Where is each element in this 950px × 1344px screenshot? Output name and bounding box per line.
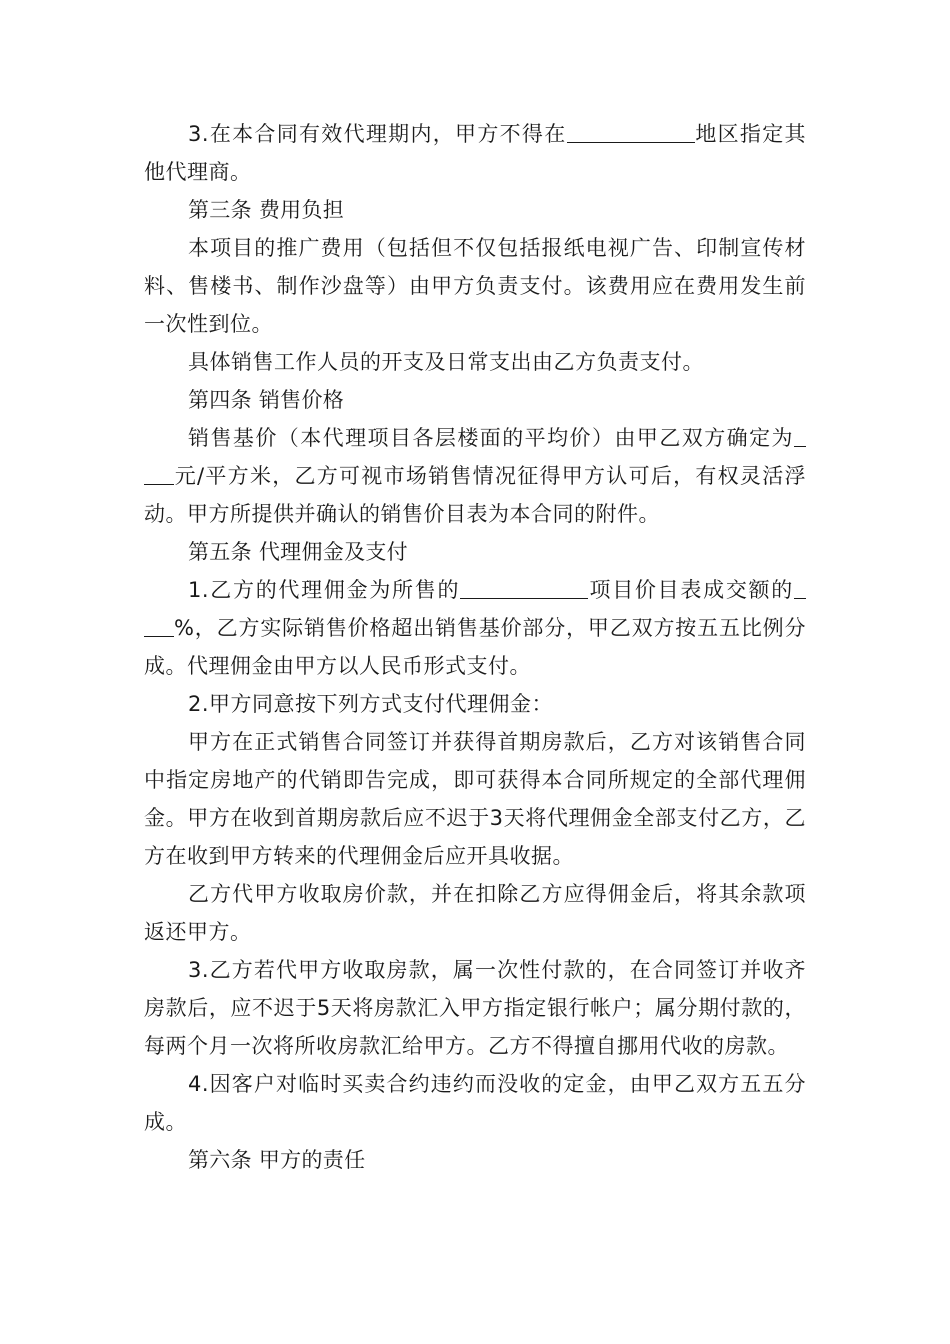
base-price-text-end: 元/平方米，乙方可视市场销售情况征得甲方认可后，有权灵活浮动。甲方所提供并确认的销售价目表为本合同的附件。 (144, 464, 806, 526)
collection-remit-paragraph: 3.乙方若代甲方收取房款，属一次性付款的，在合同签订并收齐房款后，应不迟于5天将房款汇入甲方指定银行帐户；属分期付款的，每两个月一次将所收房款汇给甲方。乙方不得擅自挪用代收的房款。 (144, 958, 806, 1058)
percent-blank-part2 (144, 612, 174, 637)
document-body (144, 115, 806, 1179)
project-blank (460, 574, 588, 599)
price-collection-paragraph: 乙方代甲方收取房价款，并在扣除乙方应得佣金后，将其余款项返还甲方。 (144, 882, 806, 944)
base-price-text-start: 销售基价（本代理项目各层楼面的平均价）由甲乙双方确定为 (188, 426, 794, 450)
clause-3-text-end: 地区指定其他代理商。 (144, 122, 806, 184)
clause-3-paragraph (144, 115, 806, 191)
article-3-heading: 第三条 费用负担 (188, 198, 345, 222)
promotion-cost-paragraph: 本项目的推广费用（包括但不仅包括报纸电视广告、印制宣传材料、售楼书、制作沙盘等）由甲方负责支付。该费用应在费用发生前一次性到位。 (144, 236, 806, 336)
base-price-paragraph (144, 419, 806, 533)
payment-method-paragraph: 2.甲方同意按下列方式支付代理佣金： (188, 692, 554, 716)
price-blank-part1 (794, 422, 806, 447)
commission-text-middle: 项目价目表成交额的 (588, 578, 795, 602)
staff-cost-paragraph: 具体销售工作人员的开支及日常支出由乙方负责支付。 (188, 350, 704, 374)
percent-blank-part1 (794, 574, 806, 599)
article-4-heading: 第四条 销售价格 (188, 388, 345, 412)
commission-text-end: %，乙方实际销售价格超出销售基价部分，甲乙双方按五五比例分成。代理佣金由甲方以人民币形式支付。 (144, 616, 806, 678)
clause-3-text-start: 3.在本合同有效代理期内，甲方不得在 (188, 122, 567, 146)
article-6-heading: 第六条 甲方的责任 (188, 1148, 366, 1172)
region-blank (567, 118, 695, 143)
commission-text-start: 1.乙方的代理佣金为所售的 (188, 578, 461, 602)
forfeit-deposit-paragraph: 4.因客户对临时买卖合约违约而没收的定金，由甲乙双方五五分成。 (144, 1072, 806, 1134)
first-payment-paragraph: 甲方在正式销售合同签订并获得首期房款后，乙方对该销售合同中指定房地产的代销即告完成，即可获得本合同所规定的全部代理佣金。甲方在收到首期房款后应不迟于3天将代理佣金全部支付乙方，乙方在收到甲方转来的代理佣金后应开具收据。 (144, 730, 806, 868)
price-blank-part2 (144, 460, 174, 485)
article-5-heading: 第五条 代理佣金及支付 (188, 540, 408, 564)
commission-rate-paragraph (144, 571, 806, 685)
